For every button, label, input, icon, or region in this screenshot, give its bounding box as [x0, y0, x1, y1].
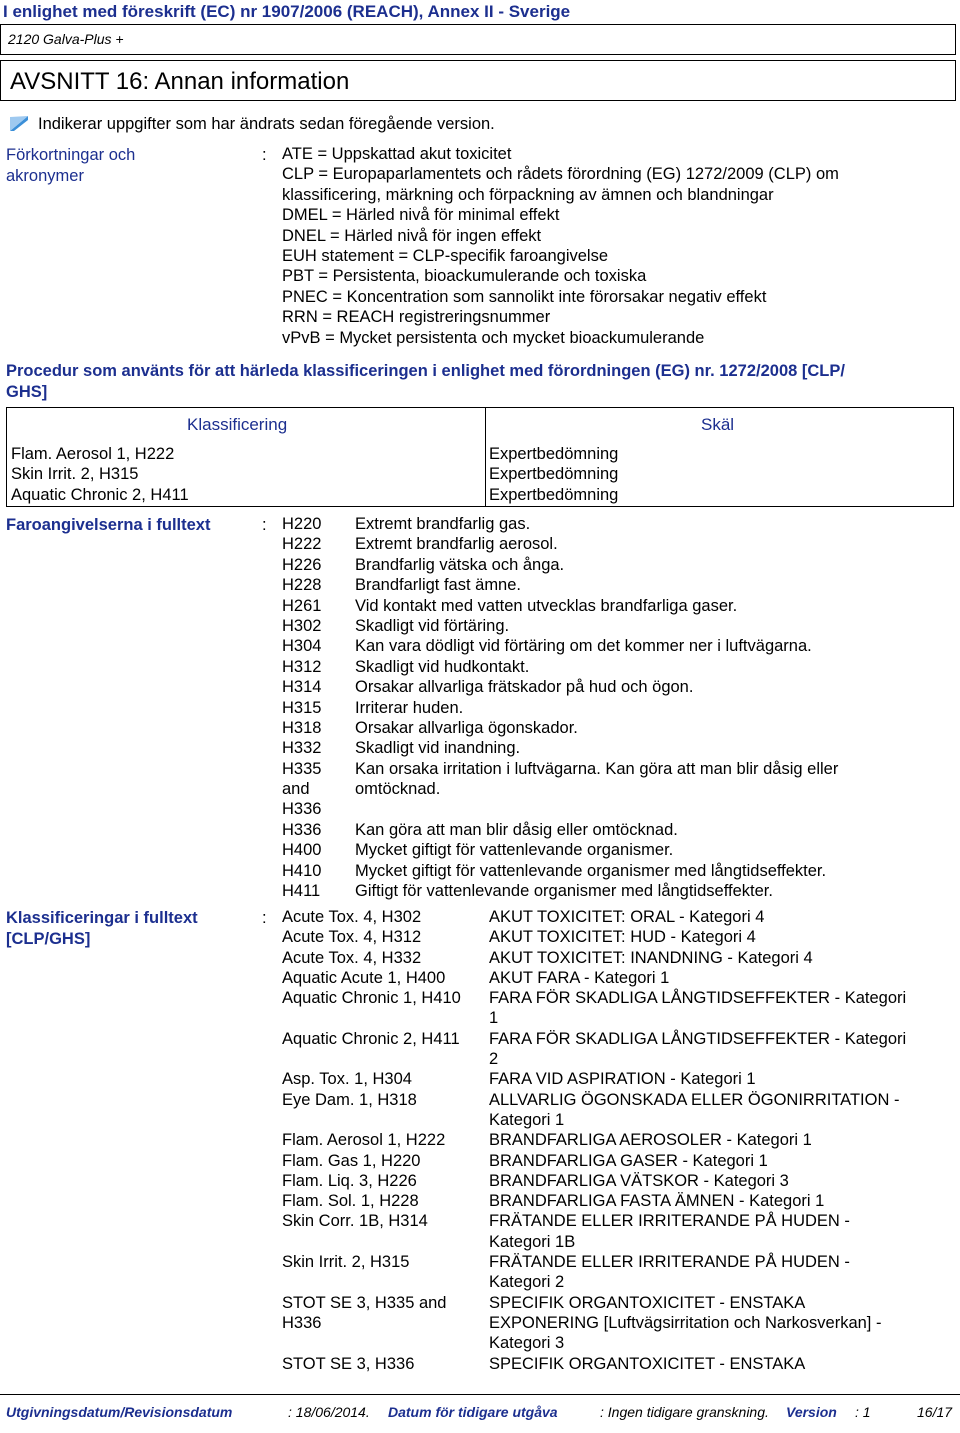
class-code: Acute Tox. 4, H332 [282, 948, 422, 967]
class-code [282, 1110, 461, 1130]
footer-prev-date-label: Datum för tidigare utgåva [388, 1404, 558, 1420]
procedure-heading-line1: Procedur som använts för att härleda klassificeringen i enlighet med förordningen (EG) nr. 1272/2008 [CLP/ [6, 362, 845, 380]
classes-label-line2: [CLP/GHS] [6, 930, 91, 948]
class-code: Eye Dam. 1, H318 [282, 1090, 417, 1109]
class-code: H336 [282, 1313, 322, 1332]
class-code: Flam. Aerosol 1, H222 [282, 1131, 446, 1150]
hazard-code: H304 [282, 637, 322, 656]
hazard-text: Extremt brandfarlig gas. [355, 515, 531, 533]
class-code: Flam. Liq. 3, H226 [282, 1171, 417, 1190]
list-item: DMEL = Härled nivå för minimal effekt [282, 206, 560, 225]
footer-prev-date-value: : Ingen tidigare granskning. [600, 1404, 769, 1420]
hazard-text: omtöcknad. [355, 780, 441, 799]
class-text: AKUT TOXICITET: HUD - Kategori 4 [489, 928, 756, 947]
section-title: AVSNITT 16: Annan information [10, 68, 350, 95]
product-box [0, 24, 956, 55]
class-text: BRANDFARLIGA AEROSOLER - Kategori 1 [489, 1131, 812, 1150]
hazard-code: H315 [282, 698, 322, 717]
class-code: Acute Tox. 4, H312 [282, 928, 422, 947]
hazard-text: Brandfarligt fast ämne. [355, 576, 521, 595]
regulation-title: I enlighet med föreskrift (EC) nr 1907/2006 (REACH), Annex II - Sverige [3, 2, 571, 21]
table-col-reason [489, 444, 618, 505]
hazard-text: Extremt brandfarlig aerosol. [355, 535, 558, 554]
procedure-heading-line2: GHS] [6, 383, 48, 401]
list-item: klassificering, märkning och förpackning av ämnen och blandningar [282, 185, 774, 204]
class-text: FARA FÖR SKADLIGA LÅNGTIDSEFFEKTER - Kategori [489, 989, 907, 1008]
class-code: Skin Irrit. 2, H315 [282, 1253, 410, 1272]
hazard-code: H222 [282, 535, 322, 554]
hazard-text: Vid kontakt med vatten utvecklas brandfarliga gaser. [355, 596, 738, 615]
class-code [282, 1272, 461, 1292]
class-text: 1 [489, 1009, 499, 1028]
hazard-text: Kan göra att man blir dåsig eller omtöcknad. [355, 820, 678, 839]
hazard-code: H314 [282, 678, 322, 697]
table-cell: Aquatic Chronic 2, H411 [11, 485, 189, 504]
hazard-code: H228 [282, 576, 322, 595]
hazard-text: Brandfarlig vätska och ånga. [355, 555, 565, 574]
hazard-code: H261 [282, 596, 322, 615]
class-code: Flam. Sol. 1, H228 [282, 1192, 419, 1211]
hazard-text [355, 799, 838, 819]
hazard-text: Mycket giftigt för vattenlevande organismer. [355, 841, 674, 860]
hazard-text: Orsakar allvarliga ögonskador. [355, 718, 578, 737]
hazard-text: Kan vara dödligt vid förtäring om det kommer ner i luftvägarna. [355, 637, 812, 656]
classification-table [6, 407, 954, 507]
class-code: Asp. Tox. 1, H304 [282, 1070, 412, 1089]
table-cell: Expertbedömning [489, 485, 619, 504]
list-item: ATE = Uppskattad akut toxicitet [282, 145, 512, 163]
class-text: Kategori 1 [489, 1110, 565, 1129]
hazard-codes [282, 514, 321, 901]
hazard-code: H400 [282, 841, 322, 860]
class-text: EXPONERING [Luftvägsirritation och Narkosverkan] - [489, 1313, 882, 1332]
hazard-code: and [282, 780, 310, 799]
class-text: Kategori 3 [489, 1334, 565, 1353]
footer-issue-date-label: Utgivningsdatum/Revisionsdatum [6, 1404, 233, 1420]
hazard-text: Mycket giftigt för vattenlevande organismer med långtidseffekter. [355, 861, 827, 880]
class-code: Skin Corr. 1B, H314 [282, 1212, 428, 1231]
document-header [0, 0, 960, 26]
hazard-code: H410 [282, 861, 322, 880]
footer-issue-date-value: : 18/06/2014. [288, 1404, 370, 1420]
footer-version-value: : 1 [855, 1404, 871, 1420]
list-item: DNEL = Härled nivå för ingen effekt [282, 226, 542, 245]
class-text: SPECIFIK ORGANTOXICITET - ENSTAKA [489, 1293, 806, 1312]
list-item: RRN = REACH registreringsnummer [282, 308, 551, 327]
classes-colon: : [262, 909, 267, 927]
hazard-text: Giftigt för vattenlevande organismer med långtidseffekter. [355, 882, 773, 901]
hazard-code: H302 [282, 616, 322, 635]
classes-texts [489, 907, 906, 1374]
hazard-code: H220 [282, 515, 322, 533]
list-item: EUH statement = CLP-specifik faroangivelse [282, 246, 609, 265]
class-text: AKUT TOXICITET: ORAL - Kategori 4 [489, 908, 765, 926]
hazard-code: H336 [282, 800, 322, 819]
class-text: SPECIFIK ORGANTOXICITET - ENSTAKA [489, 1354, 806, 1373]
abbrev-label-line1: Förkortningar och [6, 146, 136, 164]
hazard-label: Faroangivelserna i fulltext [6, 516, 211, 534]
class-code [282, 1008, 461, 1028]
change-note: Indikerar uppgifter som har ändrats sedan föregående version. [38, 115, 495, 133]
hazard-text: Skadligt vid inandning. [355, 739, 521, 758]
class-text: BRANDFARLIGA GASER - Kategori 1 [489, 1151, 768, 1170]
class-text: AKUT FARA - Kategori 1 [489, 968, 670, 987]
list-item: vPvB = Mycket persistenta och mycket bioackumulerande [282, 328, 705, 347]
class-code: Acute Tox. 4, H302 [282, 908, 422, 926]
class-text: Kategori 2 [489, 1273, 565, 1292]
list-item: CLP = Europaparlamentets och rådets förordning (EG) 1272/2009 (CLP) om [282, 165, 839, 184]
class-text: FRÄTANDE ELLER IRRITERANDE PÅ HUDEN - [489, 1253, 850, 1272]
class-code: Aquatic Chronic 1, H410 [282, 989, 461, 1008]
class-code: STOT SE 3, H335 and [282, 1293, 447, 1312]
class-code [282, 1049, 461, 1069]
class-text: FRÄTANDE ELLER IRRITERANDE PÅ HUDEN - [489, 1212, 850, 1231]
classes-label-line1: Klassificeringar i fulltext [6, 909, 198, 927]
classes-codes [282, 907, 461, 1374]
class-text: 2 [489, 1050, 499, 1069]
list-item: PNEC = Koncentration som sannolikt inte förorsakar negativ effekt [282, 287, 767, 306]
list-item: PBT = Persistenta, bioackumulerande och toxiska [282, 267, 647, 286]
class-text: BRANDFARLIGA FASTA ÄMNEN - Kategori 1 [489, 1192, 825, 1211]
page-footer [0, 1394, 960, 1433]
class-code: Aquatic Acute 1, H400 [282, 968, 446, 987]
hazard-colon: : [262, 516, 267, 534]
hazard-code: H312 [282, 657, 322, 676]
product-name: 2120 Galva-Plus + [8, 31, 124, 47]
table-cell: Skin Irrit. 2, H315 [11, 465, 139, 484]
class-code: Aquatic Chronic 2, H411 [282, 1029, 460, 1048]
hazard-code: H226 [282, 555, 322, 574]
table-cell: Expertbedömning [489, 465, 619, 484]
class-code [282, 1232, 461, 1252]
hazard-code: H336 [282, 820, 322, 839]
class-text: AKUT TOXICITET: INANDNING - Kategori 4 [489, 948, 813, 967]
class-text: BRANDFARLIGA VÄTSKOR - Kategori 3 [489, 1171, 789, 1190]
hazard-texts [355, 514, 838, 901]
abbrev-label-line2: akronymer [6, 167, 84, 185]
hazard-code: H318 [282, 718, 322, 737]
table-cell: Expertbedömning [489, 445, 619, 463]
table-col-classification [11, 444, 189, 505]
class-code: Flam. Gas 1, H220 [282, 1151, 421, 1170]
footer-page-number: 16/17 [917, 1404, 953, 1420]
class-code [282, 1333, 461, 1353]
abbrev-colon: : [262, 146, 267, 164]
hazard-text: Irriterar huden. [355, 698, 464, 717]
hazard-code: H335 [282, 759, 322, 778]
class-code: STOT SE 3, H336 [282, 1354, 415, 1373]
footer-version-label: Version [786, 1404, 837, 1420]
table-header-klassificering: Klassificering [187, 415, 288, 434]
table-divider [485, 408, 486, 506]
table-header-skal: Skäl [701, 415, 735, 434]
hazard-code: H332 [282, 739, 322, 758]
hazard-text: Orsakar allvarliga frätskador på hud och ögon. [355, 678, 694, 697]
class-text: Kategori 1B [489, 1232, 576, 1251]
table-cell: Flam. Aerosol 1, H222 [11, 445, 175, 463]
hazard-code: H411 [282, 882, 321, 901]
class-text: FARA VID ASPIRATION - Kategori 1 [489, 1070, 756, 1089]
abbrev-list [282, 144, 839, 348]
class-text: FARA FÖR SKADLIGA LÅNGTIDSEFFEKTER - Kategori [489, 1029, 907, 1048]
class-text: ALLVARLIG ÖGONSKADA ELLER ÖGONIRRITATION - [489, 1090, 900, 1109]
change-flag-icon [8, 115, 30, 133]
hazard-text: Skadligt vid hudkontakt. [355, 657, 530, 676]
hazard-text: Kan orsaka irritation i luftvägarna. Kan göra att man blir dåsig eller [355, 759, 839, 778]
hazard-text: Skadligt vid förtäring. [355, 616, 510, 635]
section-box [0, 60, 956, 101]
